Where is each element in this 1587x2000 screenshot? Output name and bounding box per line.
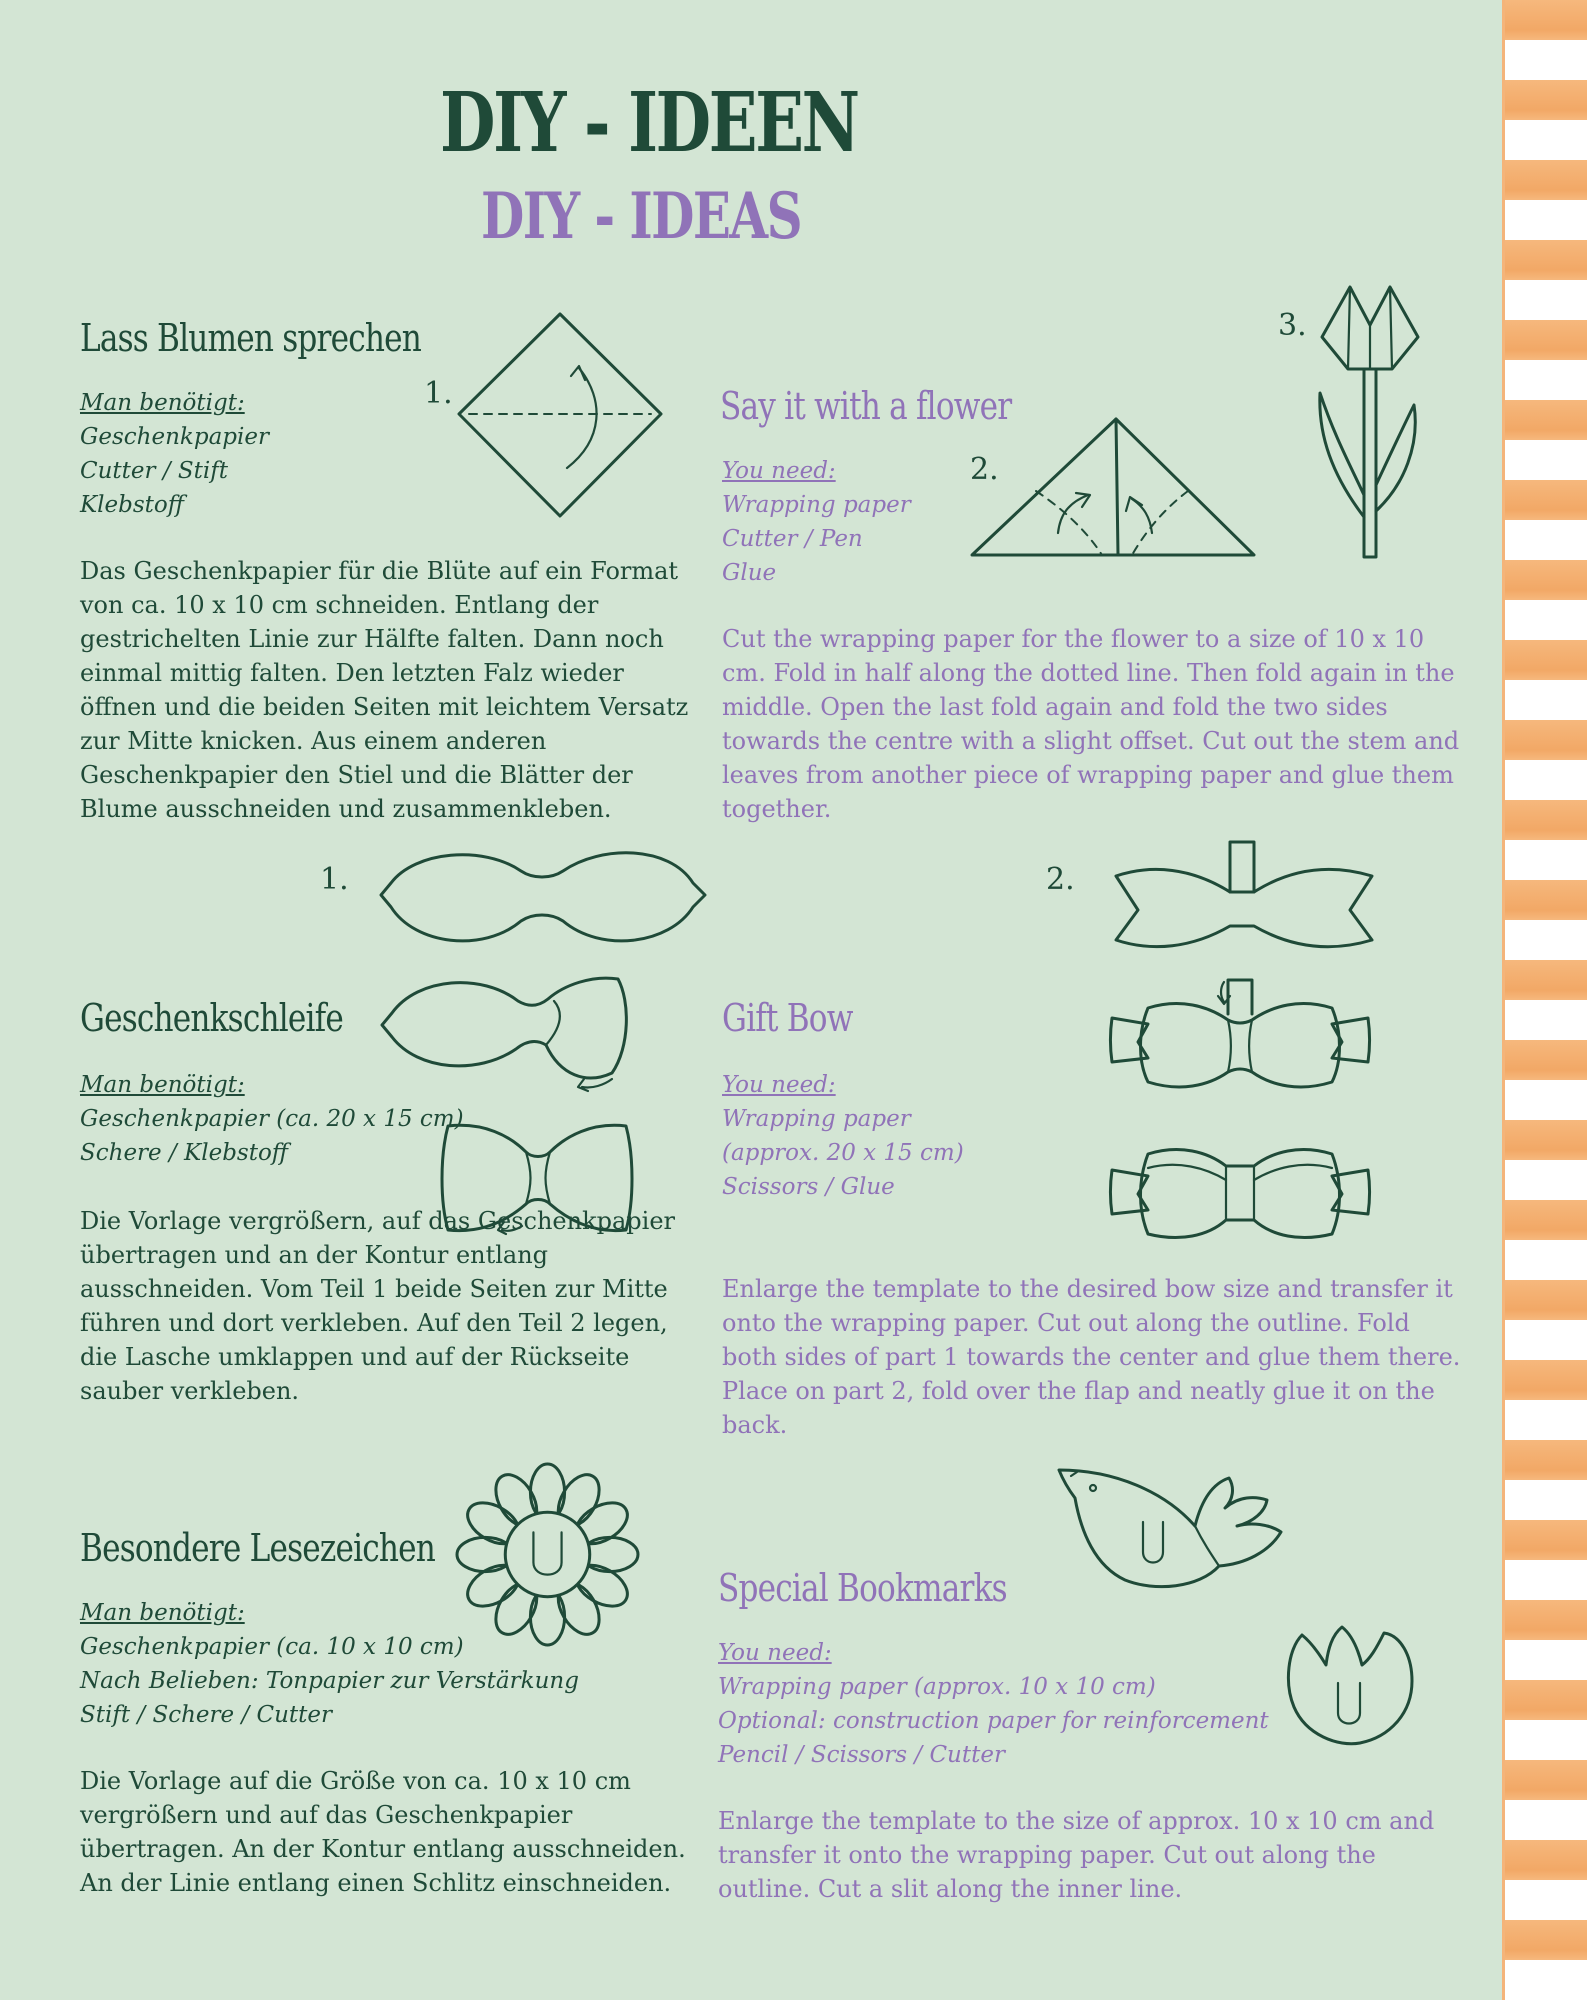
- needs-item: Schere / Klebstoff: [80, 1140, 289, 1166]
- bow-fold-both-drawing: [440, 1122, 635, 1237]
- flower-heading-german: Lass Blumen sprechen: [80, 316, 421, 360]
- flower-tulip-drawing: [1310, 285, 1430, 565]
- needs-item: Wrapping paper: [722, 1106, 911, 1132]
- flower-fold-diamond-drawing: [455, 310, 665, 520]
- bow-part-2-template-drawing: [1112, 840, 1377, 955]
- needs-item: Optional: construction paper for reinforcement: [718, 1708, 1269, 1734]
- bow-fold-left-drawing: [378, 975, 638, 1095]
- needs-label: You need:: [722, 1072, 836, 1098]
- bow-step-1-number: 1.: [320, 862, 349, 897]
- flower-instructions-english: Cut the wrapping paper for the flower to a size of 10 x 10 cm. Fold in half along the dotted line. Then fold again in the middle. Open the last fold again and fold the two sides towards the centre with a slight offset. Cut out the stem and leaves from another piece of wrapping paper and glue them together.: [722, 625, 1460, 823]
- flower-instructions-german: Das Geschenkpapier für die Blüte auf ein Format von ca. 10 x 10 cm schneiden. Entlang der gestrichelten Linie zur Hälfte falten. Dann noch einmal mittig falten. Den letzten Falz wieder öffnen und die beiden Seiten mit leichtem Versatz zur Mitte knicken. Aus einem anderen Geschenkpapier den Stiel und die Blätter der Blume ausschneiden und zusammenkleben.: [80, 557, 689, 823]
- bookmark-instructions-english: Enlarge the template to the size of approx. 10 x 10 cm and transfer it onto the wrapping paper. Cut out along the outline. Cut a slit along the inner line.: [718, 1807, 1435, 1903]
- needs-label: Man benötigt:: [80, 1072, 245, 1098]
- needs-item: Scissors / Glue: [722, 1174, 895, 1200]
- needs-item: Geschenkpapier (ca. 20 x 15 cm): [80, 1106, 464, 1132]
- bookmark-tulip-drawing: [1282, 1625, 1417, 1750]
- needs-item: Geschenkpapier (ca. 10 x 10 cm): [80, 1634, 464, 1660]
- needs-item: Stift / Schere / Cutter: [80, 1702, 333, 1728]
- bookmark-heading-german: Besondere Lesezeichen: [80, 1526, 435, 1570]
- needs-item: Wrapping paper: [722, 492, 911, 518]
- needs-item: Pencil / Scissors / Cutter: [718, 1742, 1005, 1768]
- bookmark-instructions-german: Die Vorlage auf die Größe von ca. 10 x 10 cm vergrößern und auf das Geschenkpapier übertragen. An der Kontur entlang ausschneiden. An der Linie entlang einen Schlitz einschneiden.: [80, 1767, 686, 1897]
- flower-needs-english: [722, 454, 962, 590]
- needs-item: Cutter / Pen: [722, 526, 863, 552]
- bookmark-bird-drawing: [1055, 1462, 1285, 1592]
- bow-needs-english: [722, 1068, 982, 1204]
- flower-needs-german: [80, 386, 400, 522]
- page-title-german: DIY - IDEEN: [440, 75, 858, 171]
- bookmark-daisy-drawing: [455, 1462, 640, 1647]
- bookmark-heading-english: [718, 1568, 1007, 1610]
- flower-heading-english-text: Say it with a flower: [720, 384, 1012, 428]
- flower-step-2-number: 2.: [970, 452, 999, 487]
- bow-step-2-number: 2.: [1046, 862, 1075, 897]
- bow-assemble-drawing: [1108, 978, 1373, 1098]
- flower-step-1-number: 1.: [424, 376, 453, 411]
- bow-instructions-english: Enlarge the template to the desired bow size and transfer it onto the wrapping paper. Cut out along the outline. Fold both sides of part 1 towards the center and glue them there. Place on part 2, fold over the flap and neatly glue it on the back.: [722, 1275, 1461, 1439]
- needs-item: Klebstoff: [80, 492, 185, 518]
- needs-label: You need:: [718, 1640, 832, 1666]
- bow-instructions-german: Die Vorlage vergrößern, auf das Geschenkpapier übertragen und an der Kontur entlang ausschneiden. Vom Teil 1 beide Seiten zur Mitte führen und dort verkleben. Auf den Teil 2 legen, die Lasche umklappen und auf der Rückseite sauber verkleben.: [80, 1207, 675, 1405]
- needs-item: Nach Belieben: Tonpapier zur Verstärkung: [80, 1668, 579, 1694]
- bow-heading-english: [722, 998, 853, 1040]
- needs-item: Cutter / Stift: [80, 458, 228, 484]
- flower-fold-triangle-drawing: [968, 415, 1258, 565]
- needs-label: Man benötigt:: [80, 390, 245, 416]
- page-title-english: DIY - IDEAS: [481, 179, 802, 254]
- bow-heading-english-text: Gift Bow: [722, 996, 853, 1040]
- needs-label: You need:: [722, 458, 836, 484]
- bow-part-1-template-drawing: [375, 845, 710, 955]
- flower-step-3-number: 3.: [1278, 308, 1307, 343]
- bookmark-heading-english-text: Special Bookmarks: [718, 1566, 1007, 1610]
- decorative-stripe-border: [1502, 0, 1587, 2000]
- needs-item: (approx. 20 x 15 cm): [722, 1140, 964, 1166]
- bookmark-needs-english: [718, 1636, 1278, 1772]
- needs-label: Man benötigt:: [80, 1600, 245, 1626]
- bow-finished-drawing: [1108, 1132, 1373, 1242]
- needs-item: Glue: [722, 560, 777, 586]
- bow-heading-german: Geschenkschleife: [80, 996, 343, 1040]
- needs-item: Wrapping paper (approx. 10 x 10 cm): [718, 1674, 1156, 1700]
- needs-item: Geschenkpapier: [80, 424, 269, 450]
